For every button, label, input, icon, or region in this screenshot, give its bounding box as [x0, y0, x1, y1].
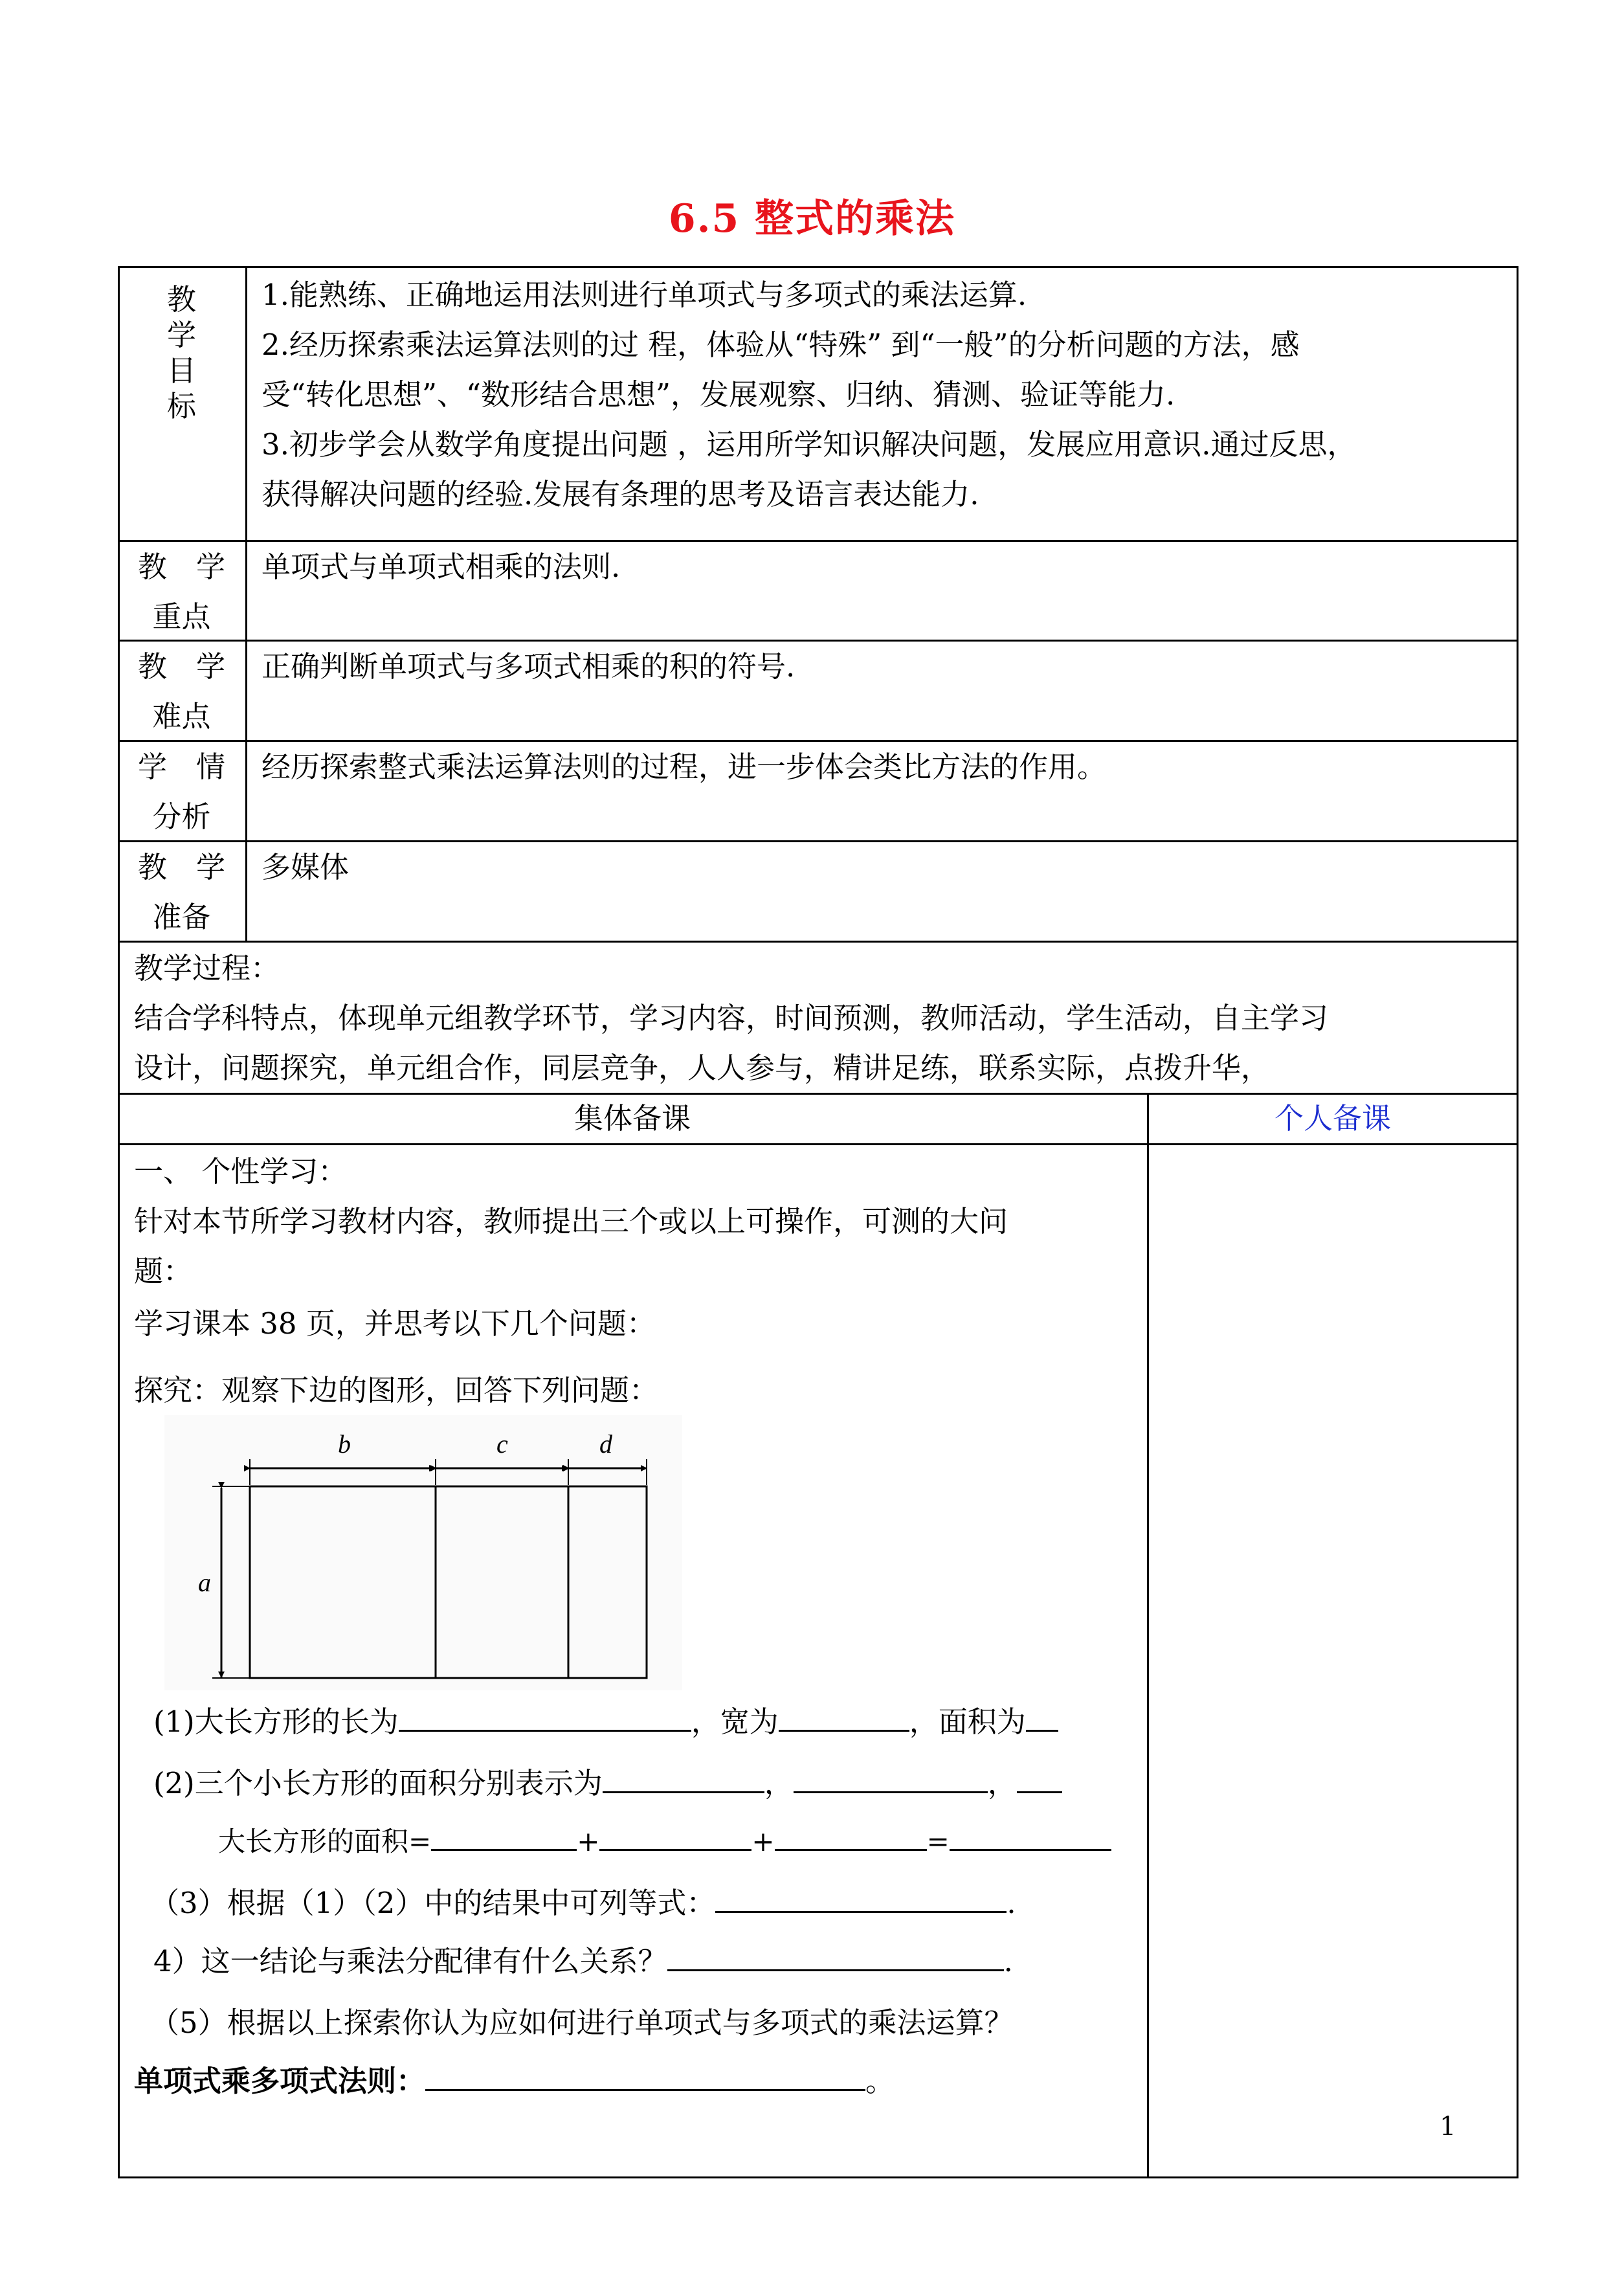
row-divider — [118, 941, 1518, 943]
objectives-content — [261, 270, 1511, 519]
objective-line: 2.经历探索乘法运算法则的过 程，体验从“特殊” 到“一般”的分析问题的方法，感 — [261, 328, 1300, 362]
key-points-label: 教 学 重点 — [137, 550, 225, 634]
difficulties-content: 正确判断单项式与多项式相乘的积的符号. — [261, 649, 795, 684]
q1-width-blank[interactable] — [779, 1701, 909, 1732]
label-column-divider — [245, 266, 247, 943]
objectives-label — [118, 282, 245, 424]
personal-prep-header: 个人备课 — [1274, 1101, 1391, 1135]
rule-blank[interactable] — [425, 2061, 865, 2091]
explore-line: 探究：观察下边的图形，回答下列问题： — [134, 1373, 659, 1407]
q2-area1-blank[interactable] — [603, 1763, 764, 1793]
difficulties-label: 教 学 难点 — [137, 649, 225, 733]
analysis-label: 学 情 分析 — [137, 750, 225, 834]
process-line: 设计，问题探究，单元组合作，同层竞争，人人参与，精讲足练，联系实际，点拨升华， — [134, 1051, 1271, 1085]
q2b-blank-4[interactable] — [950, 1820, 1111, 1851]
group-prep-header: 集体备课 — [573, 1101, 691, 1135]
personal-column-divider — [1147, 1093, 1149, 2178]
preparation-label: 教 学 准备 — [137, 850, 225, 934]
objectives-label-char: 学 — [166, 318, 196, 352]
q2b-blank-1[interactable] — [431, 1820, 577, 1851]
q3-equation-blank[interactable] — [715, 1883, 1007, 1913]
key-points-content: 单项式与单项式相乘的法则. — [261, 550, 621, 584]
page-title: 6.5 整式的乘法 — [668, 196, 956, 241]
label-d: d — [599, 1429, 612, 1459]
question-5: （5）根据以上探索你认为应如何进行单项式与多项式的乘法运算？ — [150, 2006, 1014, 2040]
process-section — [134, 943, 1506, 1093]
question-3: （3）根据（1）（2）中的结果中可列等式： . — [150, 1878, 1144, 1928]
objectives-label-char: 教 — [166, 282, 196, 317]
lesson-plan-table — [118, 266, 1518, 2178]
section-heading: 一、 个性学习： — [134, 1154, 348, 1189]
q4-relation-blank[interactable] — [667, 1941, 1004, 1971]
q1-length-blank[interactable] — [399, 1701, 691, 1732]
label-a: a — [198, 1568, 211, 1597]
row-divider — [118, 1143, 1518, 1145]
question-2: (2)三个小长方形的面积分别表示为 ， ， — [153, 1758, 1147, 1808]
study-line: 学习课本 38 页，并思考以下几个问题： — [134, 1306, 656, 1341]
question-1: (1)大长方形的长为 ，宽为 ，面积为 — [153, 1697, 1147, 1747]
rule-line: 单项式乘多项式法则： 。 — [134, 2056, 1144, 2106]
label-c: c — [496, 1429, 508, 1459]
objectives-label-char: 目 — [166, 353, 196, 388]
objective-line: 获得解决问题的经验.发展有条理的思考及语言表达能力. — [261, 477, 979, 511]
q2-area3-blank[interactable] — [1017, 1763, 1062, 1793]
table-border-top — [118, 266, 1518, 268]
table-border-right — [1517, 266, 1518, 2178]
process-title: 教学过程： — [134, 951, 280, 985]
question-4: 4）这一结论与乘法分配律有什么关系？ . — [153, 1936, 1147, 1986]
q2b-blank-2[interactable] — [599, 1820, 751, 1851]
q1-area-blank[interactable] — [1026, 1701, 1058, 1732]
table-border-bottom — [118, 2176, 1518, 2178]
q2b-blank-3[interactable] — [775, 1820, 927, 1851]
question-2b: 大长方形的面积= + + = — [218, 1817, 1147, 1866]
label-b: b — [338, 1429, 351, 1459]
group-prep-body — [134, 1146, 1144, 1415]
objective-line: 1.能熟练、正确地运用法则进行单项式与多项式的乘法运算. — [261, 278, 1027, 312]
rectangle-figure — [164, 1415, 682, 1690]
analysis-content: 经历探索整式乘法运算法则的过程，进一步体会类比方法的作用。 — [261, 750, 1107, 784]
page-number: 1 — [1440, 2112, 1456, 2142]
intro-line: 针对本节所学习教材内容，教师提出三个或以上可操作，可测的大问 — [134, 1204, 1008, 1238]
preparation-content: 多媒体 — [261, 850, 350, 884]
objective-line: 3.初步学会从数学角度提出问题 ，运用所学知识解决问题，发展应用意识.通过反思， — [261, 427, 1357, 462]
objectives-label-char: 标 — [166, 389, 196, 423]
q2-area2-blank[interactable] — [794, 1763, 988, 1793]
process-line: 结合学科特点，体现单元组教学环节，学习内容，时间预测，教师活动，学生活动，自主学习 — [134, 1001, 1329, 1035]
intro-line: 题： — [134, 1254, 193, 1288]
objective-line: 受“转化思想”、“数形结合思想”，发展观察、归纳、猜测、验证等能力. — [261, 377, 1175, 412]
